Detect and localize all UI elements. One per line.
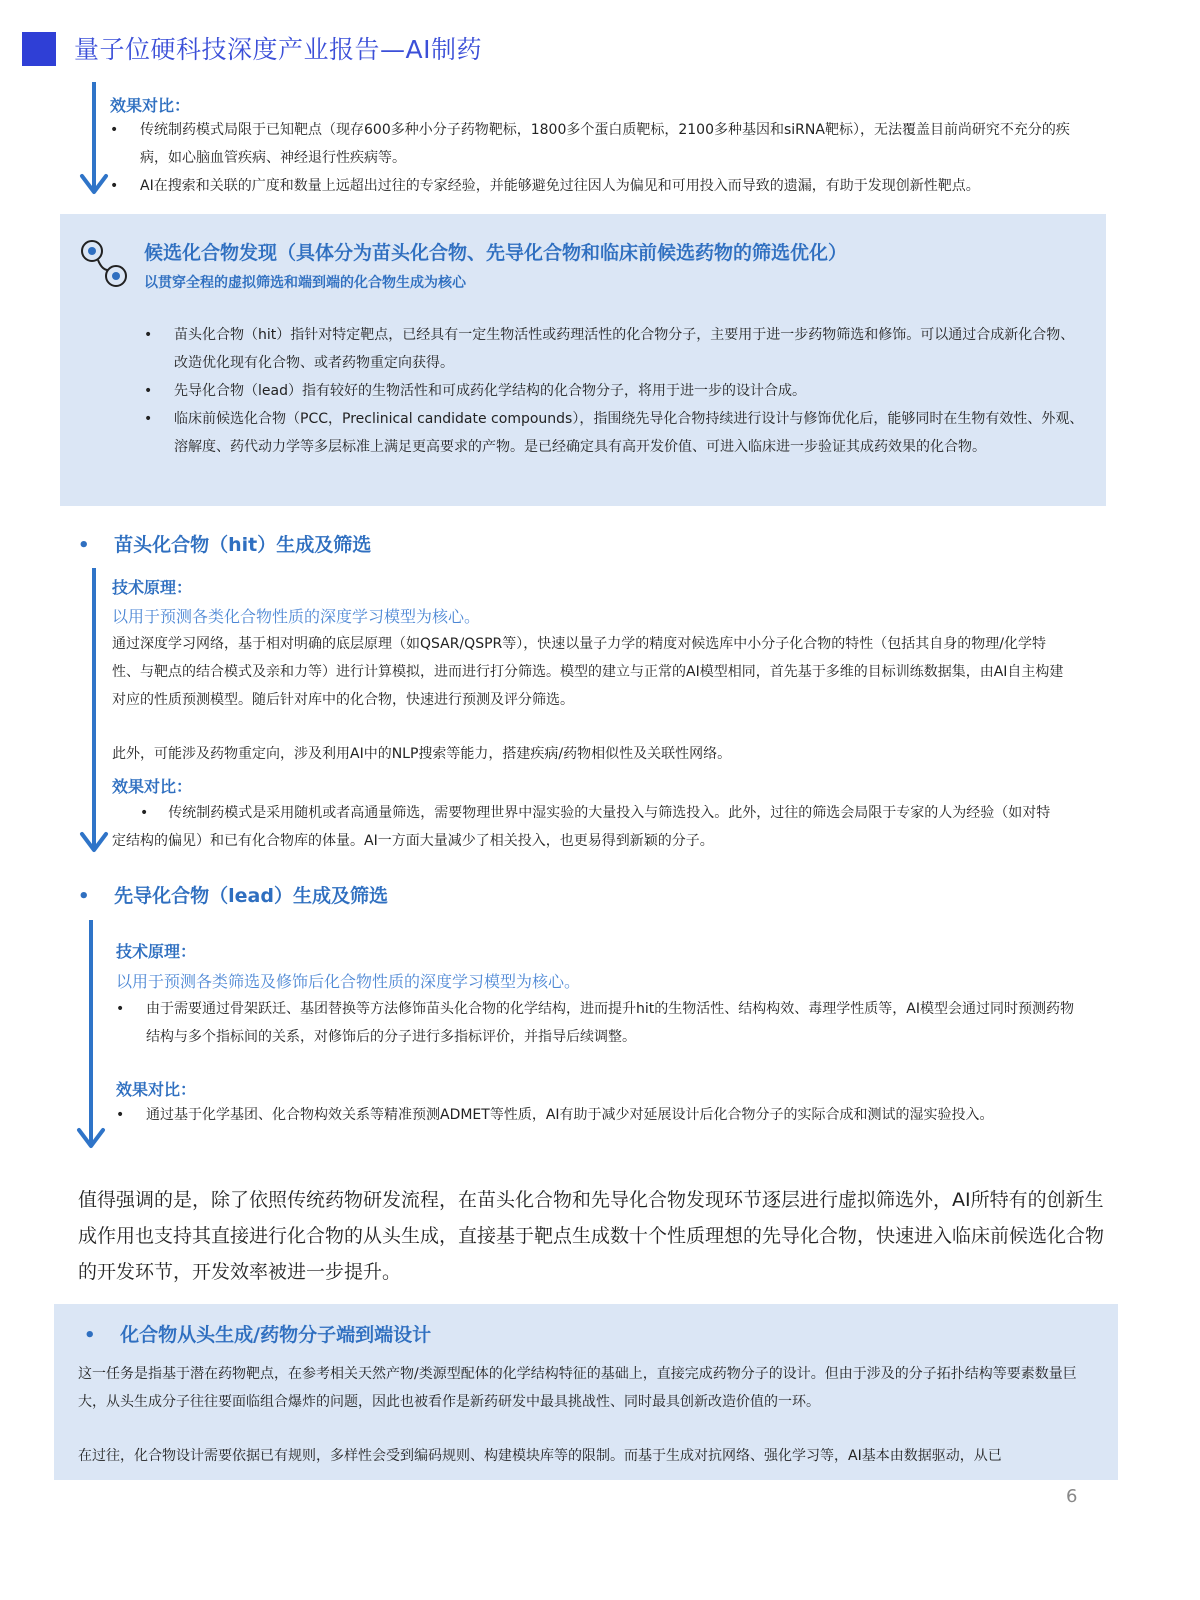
molecule-icon	[80, 238, 128, 290]
lead-heading-text: 先导化合物（lead）生成及筛选	[114, 885, 388, 907]
bullet-icon: •	[144, 411, 153, 427]
denovo-heading	[84, 1320, 431, 1347]
down-arrow-icon	[77, 920, 105, 1156]
bullet-icon: •	[144, 383, 153, 399]
bullet-icon: •	[116, 1001, 125, 1017]
lead-compare-label: 效果对比：	[116, 1080, 197, 1099]
bullet-text: 通过基于化学基团、化合物构效关系等精准预测ADMET等性质，AI有助于减少对延展设计后化合物分子的实际合成和测试的湿实验投入。	[146, 1107, 994, 1123]
hit-compare-label: 效果对比：	[112, 777, 193, 796]
compare-bullets	[110, 116, 1070, 200]
denovo-panel	[54, 1304, 1118, 1480]
bullet-text: 由于需要通过骨架跃迁、基团替换等方法修饰苗头化合物的化学结构，进而提升hit的生物活性、结构构效、毒理学性质等，AI模型会通过同时预测药物结构与多个指标间的关系，对修饰后的分子进行多指标评价，并指导后续调整。	[146, 1001, 1074, 1045]
bullet-text: 传统制药模式局限于已知靶点（现存600多种小分子药物靶标，1800多个蛋白质靶标，2100多种基因和siRNA靶标），无法覆盖目前尚研究不充分的疾病，如心脑血管疾病、神经退行性疾病等。	[140, 122, 1070, 166]
hit-heading-text: 苗头化合物（hit）生成及筛选	[114, 534, 372, 556]
list-item	[144, 405, 1084, 461]
bullet-icon: •	[110, 122, 119, 138]
denovo-para-1: 这一任务是指基于潜在药物靶点，在参考相关天然产物/类源型配体的化学结构特征的基础上，直接完成药物分子的设计。但由于涉及的分子拓扑结构等要素数量巨大，从头生成分子往往要面临组合爆炸的问题，因此也被看作是新药研发中最具挑战性、同时最具创新改造价值的一环。	[78, 1366, 1077, 1410]
hit-compare-text	[112, 799, 1062, 855]
bullet-text: AI在搜索和关联的广度和数量上远超出过往的专家经验，并能够避免过往因人为偏见和可用投入而导致的遗漏，有助于发现创新性靶点。	[140, 178, 980, 194]
panel-subtitle: 以贯穿全程的虚拟筛选和端到端的化合物生成为核心	[144, 275, 466, 291]
compare-heading: 效果对比：	[110, 96, 191, 115]
page-number: 6	[1066, 1486, 1078, 1507]
candidate-panel	[60, 214, 1106, 506]
emphasis-paragraph: 值得强调的是，除了依照传统药物研发流程，在苗头化合物和先导化合物发现环节逐层进行虚拟筛选外，AI所特有的创新生成作用也支持其直接进行化合物的从头生成，直接基于靶点生成数十个性质理想的先导化合物，快速进入临床前候选化合物的开发环节，开发效率被进一步提升。	[78, 1189, 1105, 1283]
lead-principle-core: 以用于预测各类筛选及修饰后化合物性质的深度学习模型为核心。	[116, 972, 581, 991]
lead-principle-bullet	[116, 995, 1076, 1051]
list-item	[144, 377, 1084, 405]
list-item	[116, 995, 1076, 1051]
bullet-text: 苗头化合物（hit）指针对特定靶点，已经具有一定生物活性或药理活性的化合物分子，主要用于进一步药物筛选和修饰。可以通过合成新化合物、改造优化现有化合物、或者药物重定向获得。	[174, 327, 1075, 371]
hit-principle-core: 以用于预测各类化合物性质的深度学习模型为核心。	[112, 607, 481, 626]
header-square-icon	[22, 32, 56, 66]
hit-principle-text: 通过深度学习网络，基于相对明确的底层原理（如QSAR/QSPR等），快速以量子力学的精度对候选库中小分子化合物的特性（包括其自身的物理/化学特性、与靶点的结合模式及亲和力等）进行计算模拟，进而进行打分筛选。模型的建立与正常的AI模型相同，首先基于多维的目标训练数据集，由AI自主构建对应的性质预测模型。随后针对库中的化合物，快速进行预测及评分筛选。	[112, 636, 1064, 708]
list-item	[110, 116, 1070, 172]
list-item	[110, 172, 1070, 200]
bullet-icon: •	[78, 886, 90, 907]
denovo-heading-text: 化合物从头生成/药物分子端到端设计	[120, 1324, 432, 1346]
list-item	[116, 1101, 1096, 1129]
panel-title: 候选化合物发现（具体分为苗头化合物、先导化合物和临床前候选药物的筛选优化）	[144, 242, 848, 264]
bullet-text: 先导化合物（lead）指有较好的生物活性和可成药化学结构的化合物分子，将用于进一步的设计合成。	[174, 383, 806, 399]
bullet-icon: •	[110, 178, 119, 194]
hit-principle-label: 技术原理：	[112, 578, 193, 597]
denovo-para-2: 在过往，化合物设计需要依据已有规则，多样性会受到编码规则、构建模块库等的限制。而基于生成对抗网络、强化学习等，AI基本由数据驱动，从已	[78, 1448, 1002, 1464]
down-arrow-icon	[80, 82, 108, 202]
down-arrow-icon	[80, 568, 108, 860]
bullet-icon: •	[78, 535, 90, 556]
list-item	[144, 321, 1084, 377]
bullet-icon: •	[84, 1325, 96, 1346]
report-title: 量子位硬科技深度产业报告—AI制药	[74, 35, 482, 64]
bullet-text: 传统制药模式是采用随机或者高通量筛选，需要物理世界中湿实验的大量投入与筛选投入。此外，过往的筛选会局限于专家的人为经验（如对特定结构的偏见）和已有化合物库的体量。AI一方面大量减少了相关投入，也更易得到新颖的分子。	[112, 805, 1051, 849]
hit-extra-text: 此外，可能涉及药物重定向，涉及利用AI中的NLP搜索等能力，搭建疾病/药物相似性及关联性网络。	[112, 746, 732, 762]
hit-section-heading	[78, 530, 371, 557]
bullet-icon: •	[144, 327, 153, 343]
lead-section-heading	[78, 881, 388, 908]
bullet-icon: •	[140, 805, 149, 821]
lead-principle-label: 技术原理：	[116, 942, 197, 961]
panel-bullets	[144, 321, 1084, 461]
lead-compare-bullet	[116, 1101, 1096, 1129]
bullet-text: 临床前候选化合物（PCC，Preclinical candidate compounds），指围绕先导化合物持续进行设计与修饰优化后，能够同时在生物有效性、外观、溶解度、药代动力学等多层标准上满足更高要求的产物。是已经确定具有高开发价值、可进入临床进一步验证其成药效果的化合物。	[174, 411, 1084, 455]
bullet-icon: •	[116, 1107, 125, 1123]
